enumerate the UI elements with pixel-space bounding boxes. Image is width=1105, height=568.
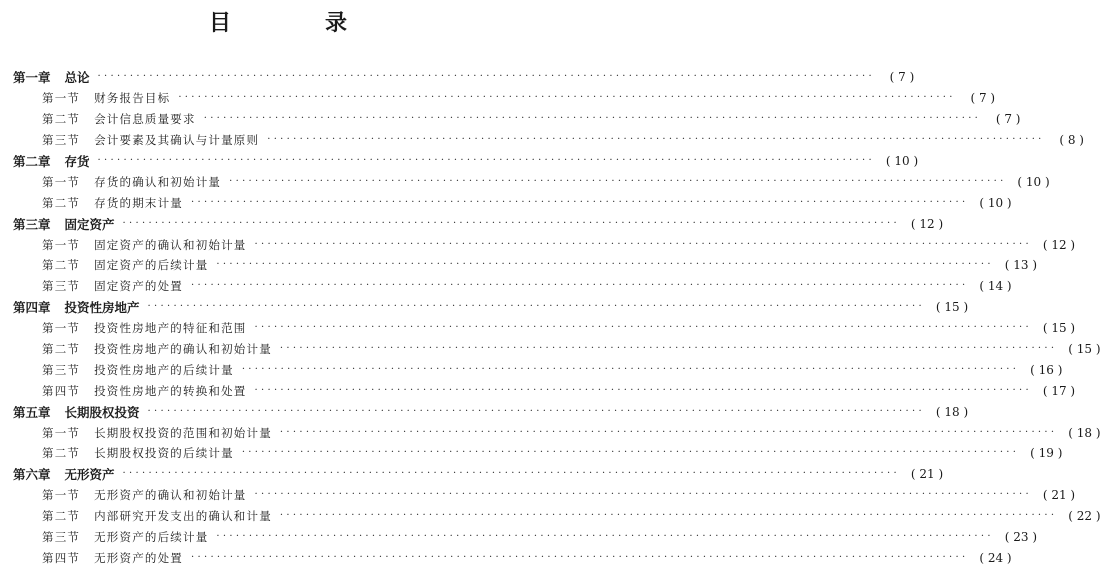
section-title: 会计信息质量要求 [94, 112, 196, 127]
section-title: 固定资产的处置 [94, 279, 184, 294]
page-number: ( 13 ) [1004, 258, 1038, 273]
chapter-title: 长期股权投资 [64, 404, 140, 420]
toc-section-row[interactable] [0, 422, 1101, 443]
section-number: 第三节 [42, 530, 81, 545]
page-number-value: 12 [919, 216, 935, 231]
page-number: ( 15 ) [1042, 321, 1076, 336]
chapter-title: 投资性房地产 [64, 300, 140, 316]
toc-section-row[interactable] [0, 130, 1084, 151]
chapter-number: 第五章 [13, 404, 51, 420]
section-title: 固定资产的确认和初始计量 [94, 237, 247, 252]
page-number: ( 7 ) [889, 70, 915, 85]
page-number: ( 15 ) [1068, 342, 1101, 357]
section-title: 存货的确认和初始计量 [94, 174, 222, 189]
page-number-value: 13 [1013, 258, 1029, 273]
toc-section-row[interactable] [0, 380, 1076, 401]
section-title: 无形资产的处置 [94, 550, 184, 565]
page-number-value: 24 [987, 550, 1004, 565]
page-number: ( 18 ) [935, 404, 969, 419]
section-number: 第二节 [42, 258, 81, 273]
dot-leader: ························································································································ [241, 447, 1020, 459]
chapter-number: 第三章 [13, 216, 51, 232]
dot-leader: ························································································································ [203, 113, 982, 125]
page-number-value: 22 [1076, 509, 1093, 524]
toc-entry-label [0, 132, 259, 148]
page-number: ( 19 ) [1030, 446, 1063, 461]
page-number: ( 24 ) [979, 550, 1012, 565]
section-number: 第三节 [42, 133, 81, 148]
dot-leader: ························································································································ [178, 92, 956, 104]
toc-entry-label [0, 445, 234, 461]
toc-section-row[interactable] [0, 527, 1038, 548]
dot-leader: ························································································································ [254, 384, 1032, 396]
toc-entry-label [0, 403, 140, 421]
toc-section-row[interactable] [0, 276, 1012, 297]
table-of-contents [0, 67, 1101, 568]
page-number-value: 10 [1025, 174, 1042, 189]
dot-leader: ························································································································ [267, 134, 1045, 146]
page-number: ( 22 ) [1068, 509, 1101, 524]
page-number: ( 7 ) [995, 112, 1021, 127]
toc-entry-label [0, 383, 247, 399]
page-number: ( 7 ) [970, 91, 996, 106]
page-number-value: 7 [898, 70, 906, 85]
page-number-value: 21 [919, 467, 935, 482]
section-title: 投资性房地产的转换和处置 [94, 383, 247, 398]
toc-section-row[interactable] [0, 88, 996, 109]
dot-leader: ························································································································ [122, 468, 900, 480]
section-number: 第一节 [42, 237, 81, 252]
toc-entry-label [0, 362, 234, 378]
page-number-value: 18 [944, 404, 960, 419]
toc-entry-label [0, 529, 208, 545]
toc-section-row[interactable] [0, 192, 1012, 213]
section-title: 投资性房地产的确认和初始计量 [94, 342, 272, 357]
dot-leader: ························································································································ [216, 259, 994, 271]
page-number: ( 12 ) [1042, 237, 1076, 252]
chapter-number: 第二章 [13, 154, 51, 169]
section-number: 第二节 [42, 446, 81, 461]
toc-section-row[interactable] [0, 339, 1101, 360]
toc-entry-label [0, 278, 183, 294]
section-title: 无形资产的确认和初始计量 [94, 488, 247, 503]
chapter-title: 无形资产 [64, 467, 115, 483]
dot-leader: ························································································································ [279, 510, 1058, 522]
section-title: 固定资产的后续计量 [94, 258, 209, 273]
section-title: 长期股权投资的后续计量 [94, 446, 234, 461]
page-number: ( 10 ) [885, 154, 919, 168]
chapter-number: 第六章 [13, 467, 51, 483]
toc-chapter-row[interactable] [0, 401, 969, 422]
section-title: 存货的期末计量 [94, 195, 184, 210]
dot-leader: ························································································································ [279, 426, 1058, 438]
toc-entry-label [0, 487, 247, 503]
toc-section-row[interactable] [0, 359, 1063, 380]
toc-entry-label [0, 341, 272, 357]
section-number: 第四节 [42, 550, 81, 565]
dot-leader: ························································································································ [254, 238, 1032, 250]
page-number-value: 16 [1038, 362, 1054, 377]
dot-leader: ························································································································ [97, 155, 875, 166]
section-title: 内部研究开发支出的确认和计量 [94, 509, 272, 524]
toc-section-row[interactable] [0, 443, 1063, 464]
section-number: 第一节 [42, 425, 81, 440]
toc-entry-label [0, 320, 247, 336]
section-number: 第一节 [42, 488, 81, 503]
chapter-title: 总论 [64, 70, 90, 86]
page-number: ( 16 ) [1030, 362, 1063, 377]
section-title: 会计要素及其确认与计量原则 [94, 133, 260, 148]
page-number: ( 15 ) [935, 300, 969, 315]
section-title: 财务报告目标 [94, 91, 171, 106]
page-number-value: 18 [1076, 425, 1093, 440]
dot-leader: ························································································································ [147, 405, 925, 417]
page-number: ( 21 ) [910, 467, 944, 482]
dot-leader: ························································································································ [191, 280, 969, 292]
toc-section-row[interactable] [0, 506, 1101, 527]
dot-leader: ························································································································ [122, 217, 900, 229]
page-number-value: 17 [1051, 383, 1067, 398]
page-number-value: 12 [1051, 237, 1067, 252]
dot-leader: ························································································································ [254, 489, 1032, 501]
section-title: 投资性房地产的后续计量 [94, 362, 234, 377]
section-title: 长期股权投资的范围和初始计量 [94, 425, 272, 440]
page-number: ( 10 ) [979, 195, 1012, 210]
dot-leader: ························································································································ [279, 343, 1058, 355]
page-number-value: 15 [1051, 321, 1067, 336]
toc-section-row[interactable] [0, 109, 1021, 130]
toc-chapter-row[interactable] [0, 464, 944, 485]
page-number: ( 17 ) [1042, 383, 1076, 398]
section-number: 第二节 [42, 342, 81, 357]
chapter-number: 第四章 [13, 300, 51, 316]
dot-leader: ························································································································ [254, 322, 1032, 334]
toc-entry-label [0, 68, 90, 86]
dot-leader: ························································································································ [191, 551, 969, 563]
chapter-title: 固定资产 [64, 216, 115, 232]
toc-section-row[interactable] [0, 547, 1012, 568]
page-number: ( 8 ) [1059, 133, 1084, 148]
toc-section-row[interactable] [0, 318, 1076, 339]
page-number-value: 10 [894, 154, 910, 168]
toc-chapter-row[interactable] [0, 213, 944, 234]
page-number-value: 14 [987, 279, 1004, 294]
section-number: 第二节 [42, 509, 81, 524]
page-number: ( 14 ) [979, 279, 1012, 294]
dot-leader: ························································································································ [191, 196, 969, 208]
toc-chapter-row[interactable] [0, 67, 915, 88]
chapter-title: 存货 [64, 154, 90, 169]
toc-section-row[interactable] [0, 255, 1038, 276]
page-number-value: 15 [944, 300, 960, 315]
toc-entry-label [0, 425, 272, 441]
toc-entry-label [0, 195, 183, 211]
toc-entry-label [0, 111, 196, 127]
section-number: 第三节 [42, 362, 81, 377]
toc-section-row[interactable] [0, 485, 1076, 506]
dot-leader: ························································································································ [229, 175, 1007, 187]
toc-entry-label [0, 465, 115, 483]
page-title: 目 录 [208, 11, 383, 36]
section-number: 第二节 [42, 112, 81, 127]
toc-entry-label [0, 508, 272, 524]
page-number-value: 7 [978, 91, 987, 106]
page-number-value: 21 [1051, 488, 1067, 503]
toc-entry-label [0, 152, 90, 170]
toc-entry-label [0, 215, 115, 233]
page-number: ( 21 ) [1042, 488, 1076, 503]
section-number: 第一节 [42, 91, 81, 106]
toc-entry-label [0, 174, 221, 190]
page-number-value: 19 [1038, 446, 1054, 461]
section-number: 第一节 [42, 174, 81, 189]
section-number: 第三节 [42, 279, 81, 294]
section-number: 第四节 [42, 383, 81, 398]
toc-chapter-row[interactable] [0, 297, 969, 318]
toc-entry-label [0, 298, 140, 316]
toc-entry-label [0, 237, 247, 253]
page-number: ( 10 ) [1017, 174, 1050, 189]
dot-leader: ························································································································ [216, 531, 994, 543]
page-number-value: 10 [987, 195, 1004, 210]
page-number: ( 23 ) [1004, 530, 1038, 545]
section-title: 无形资产的后续计量 [94, 530, 209, 545]
page-number-value: 15 [1076, 342, 1093, 357]
page-number-value: 23 [1013, 530, 1029, 545]
page-number-value: 8 [1067, 133, 1076, 148]
dot-leader: ························································································································ [241, 363, 1020, 375]
page-number-value: 7 [1004, 112, 1012, 127]
toc-entry-label [0, 90, 170, 106]
toc-chapter-row[interactable] [0, 151, 919, 172]
section-title: 投资性房地产的特征和范围 [94, 321, 247, 336]
toc-section-row[interactable] [0, 234, 1076, 255]
section-number: 第一节 [42, 321, 81, 336]
toc-entry-label [0, 257, 208, 273]
toc-section-row[interactable] [0, 171, 1050, 192]
dot-leader: ························································································································ [147, 301, 925, 313]
page-number: ( 18 ) [1068, 425, 1101, 440]
page-number: ( 12 ) [910, 216, 944, 231]
section-number: 第二节 [42, 195, 81, 210]
chapter-number: 第一章 [13, 70, 51, 86]
dot-leader: ························································································································ [97, 71, 875, 83]
toc-entry-label [0, 550, 183, 566]
